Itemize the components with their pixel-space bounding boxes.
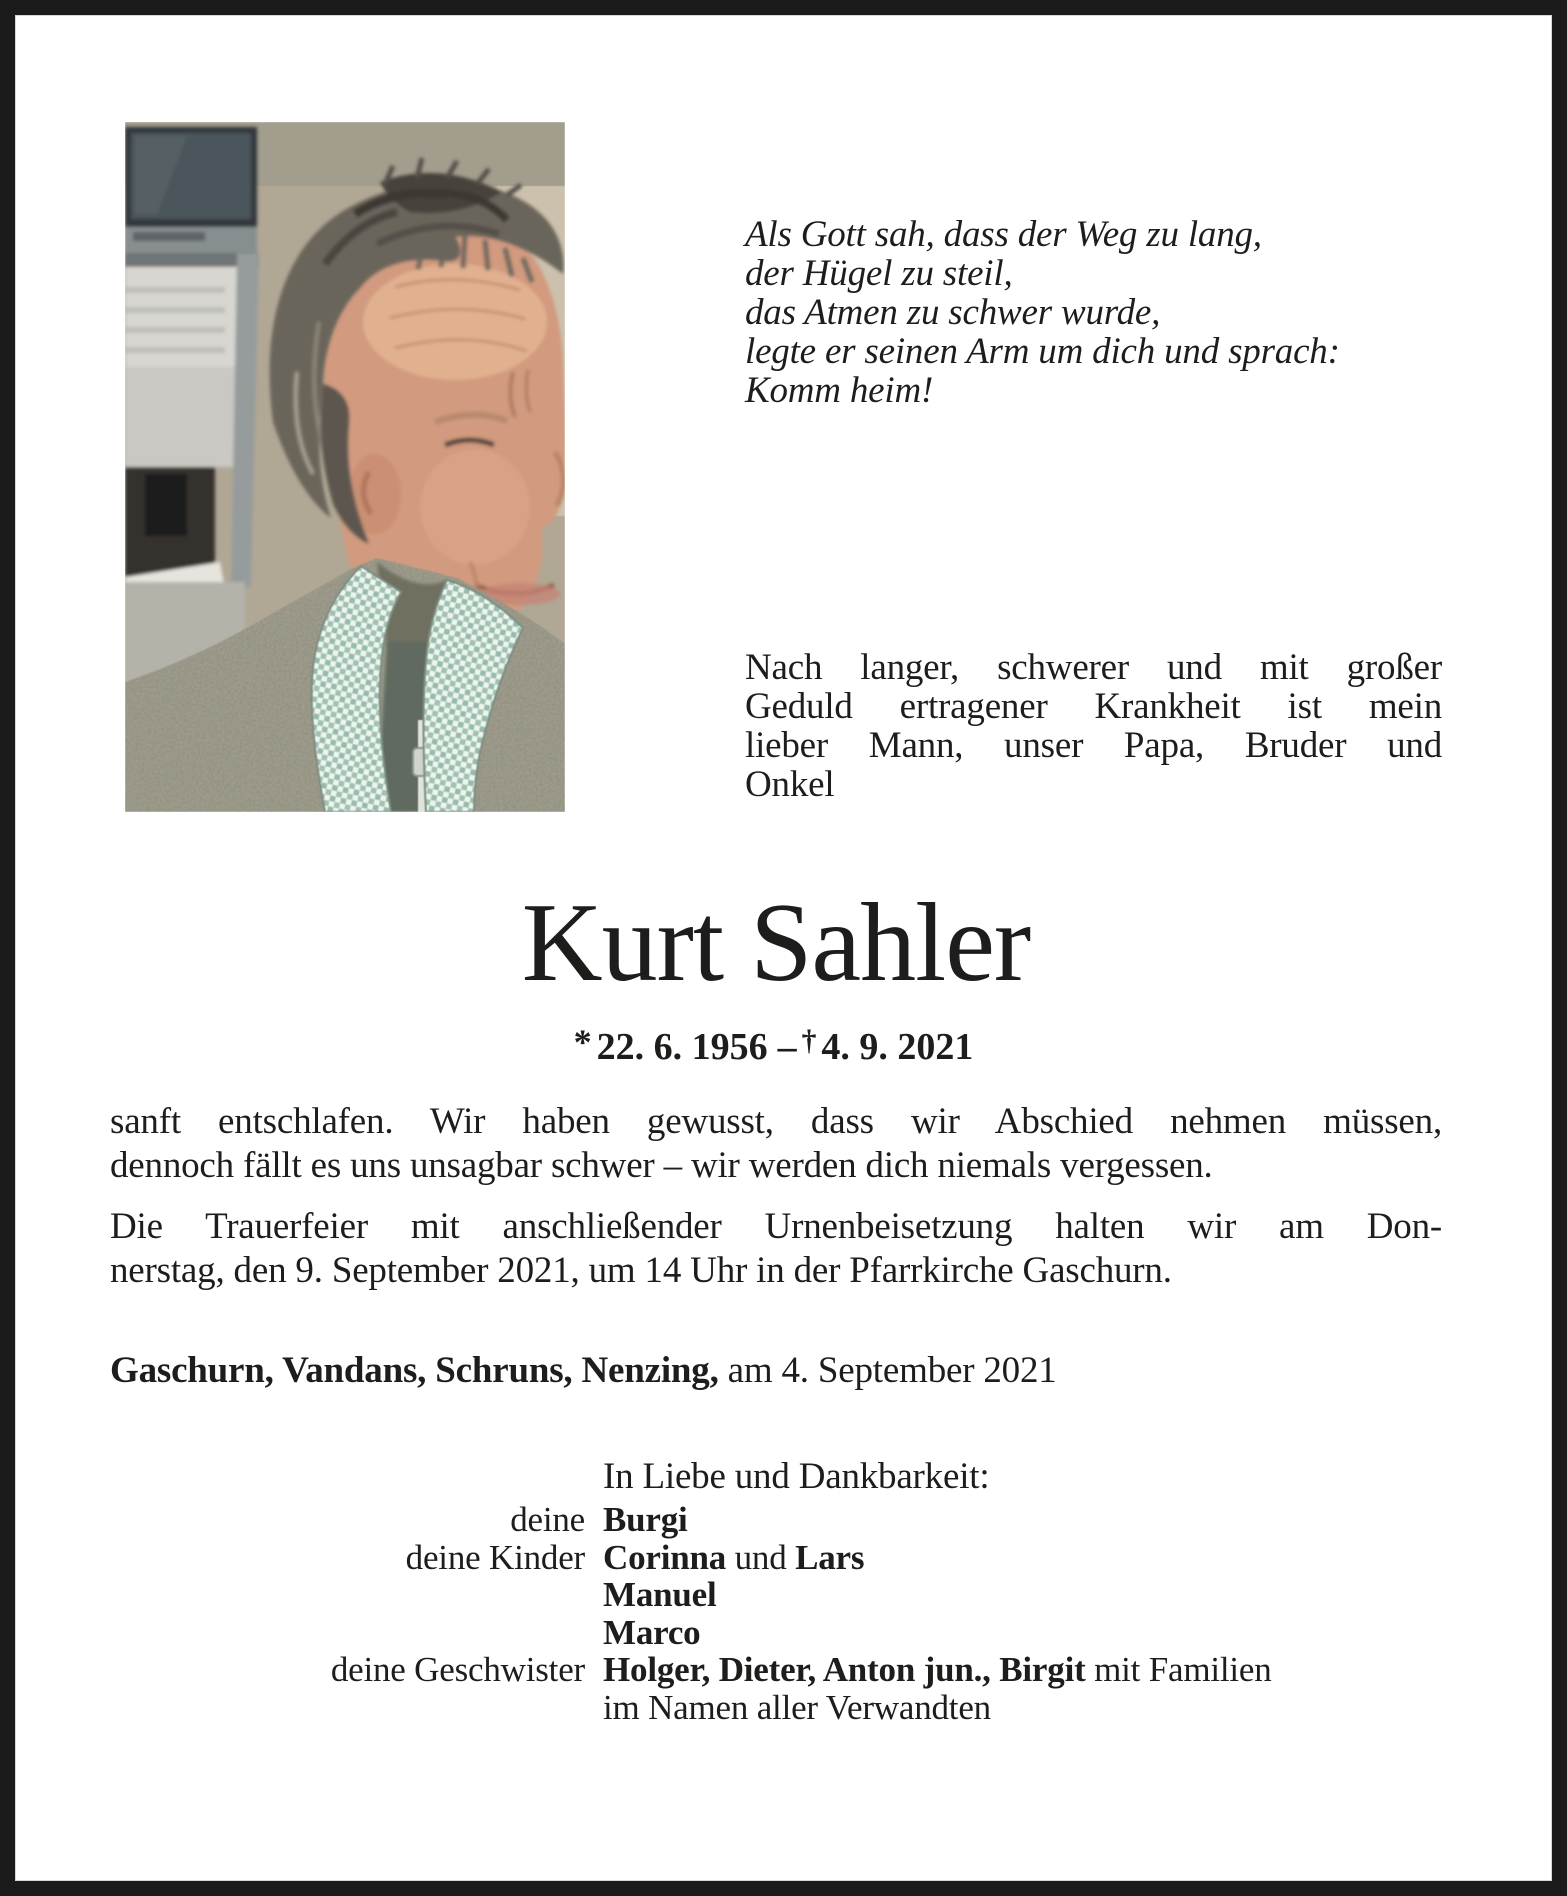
closing-text: mit Familien [1085,1650,1272,1689]
dateline-places: Gaschurn, Vandans, Schruns, Nenzing, [110,1350,719,1391]
closing-label: deine Geschwister [330,1650,585,1689]
death-date: 4. 9. 2021 [821,1025,974,1068]
poem-line: der Hügel zu steil, [745,253,1013,294]
closing-rows [110,1501,1363,1726]
closing-value [603,1651,1363,1689]
birth-symbol: * [573,1021,592,1062]
body-paragraph-1 [110,1100,1442,1188]
tv-monitor [125,127,257,267]
poem-line: legte er seinen Arm um dich und sprach: [745,331,1340,372]
birth-date: 22. 6. 1956 [596,1025,768,1068]
intro-paragraph [745,648,1442,804]
mourner-name: Manuel [603,1575,717,1614]
body-line: Die Trauerfeier mit anschließender Urnenbeisetzung halten wir am Don- [110,1206,1442,1247]
closing-label [110,1576,585,1614]
poem [745,215,1340,410]
death-symbol: † [801,1025,817,1057]
portrait-photo [125,122,565,812]
mourner-name: Corinna [603,1537,727,1577]
mourner-name: Burgi [603,1500,688,1539]
deceased-name: Kurt Sahler [521,881,1031,1005]
closing-label: deine Kinder [405,1537,585,1577]
body-line: nerstag, den 9. September 2021, um 14 Uhr in der Pfarrkirche Gaschurn. [110,1250,1172,1291]
intro-line: lieber Mann, unser Papa, Bruder und [745,725,1442,766]
closing-value [603,1501,1363,1539]
body-paragraph-2 [110,1205,1442,1293]
intro-line: Onkel [745,764,835,805]
closing-label: deine [510,1500,585,1539]
body-line: sanft entschlafen. Wir haben gewusst, dass wir Abschied nehmen müssen, [110,1101,1442,1142]
dateline [110,1350,1057,1392]
mourner-name: Holger, Dieter, Anton jun., Birgit [603,1650,1086,1689]
mourner-name: Lars [795,1537,865,1577]
closing-value [603,1689,1363,1727]
poem-line: Als Gott sah, dass der Weg zu lang, [745,214,1262,255]
body-line: dennoch fällt es uns unsagbar schwer – wir werden dich niemals vergessen. [110,1145,1213,1186]
portrait-photo-illustration [125,122,565,812]
closing-heading: In Liebe und Dankbarkeit: [603,1456,990,1497]
poem-line: Komm heim! [745,370,934,411]
closing-text: im Namen aller Verwandten [603,1687,991,1727]
closing-label [110,1614,585,1652]
poem-line: das Atmen zu schwer wurde, [745,292,1161,333]
mourner-name: Marco [603,1612,701,1652]
dateline-date: am 4. September 2021 [727,1350,1057,1391]
date-separator: – [777,1025,797,1068]
closing-value [603,1614,1363,1652]
closing-label [110,1689,585,1727]
intro-line: Nach langer, schwerer und mit großer [745,647,1442,688]
obituary-card [15,15,1552,1881]
life-dates [110,1021,1442,1067]
closing-value [603,1539,1363,1577]
intro-line: Geduld ertragener Krankheit ist mein [745,686,1442,727]
closing-text: und [726,1537,796,1577]
closing-value [603,1576,1363,1614]
